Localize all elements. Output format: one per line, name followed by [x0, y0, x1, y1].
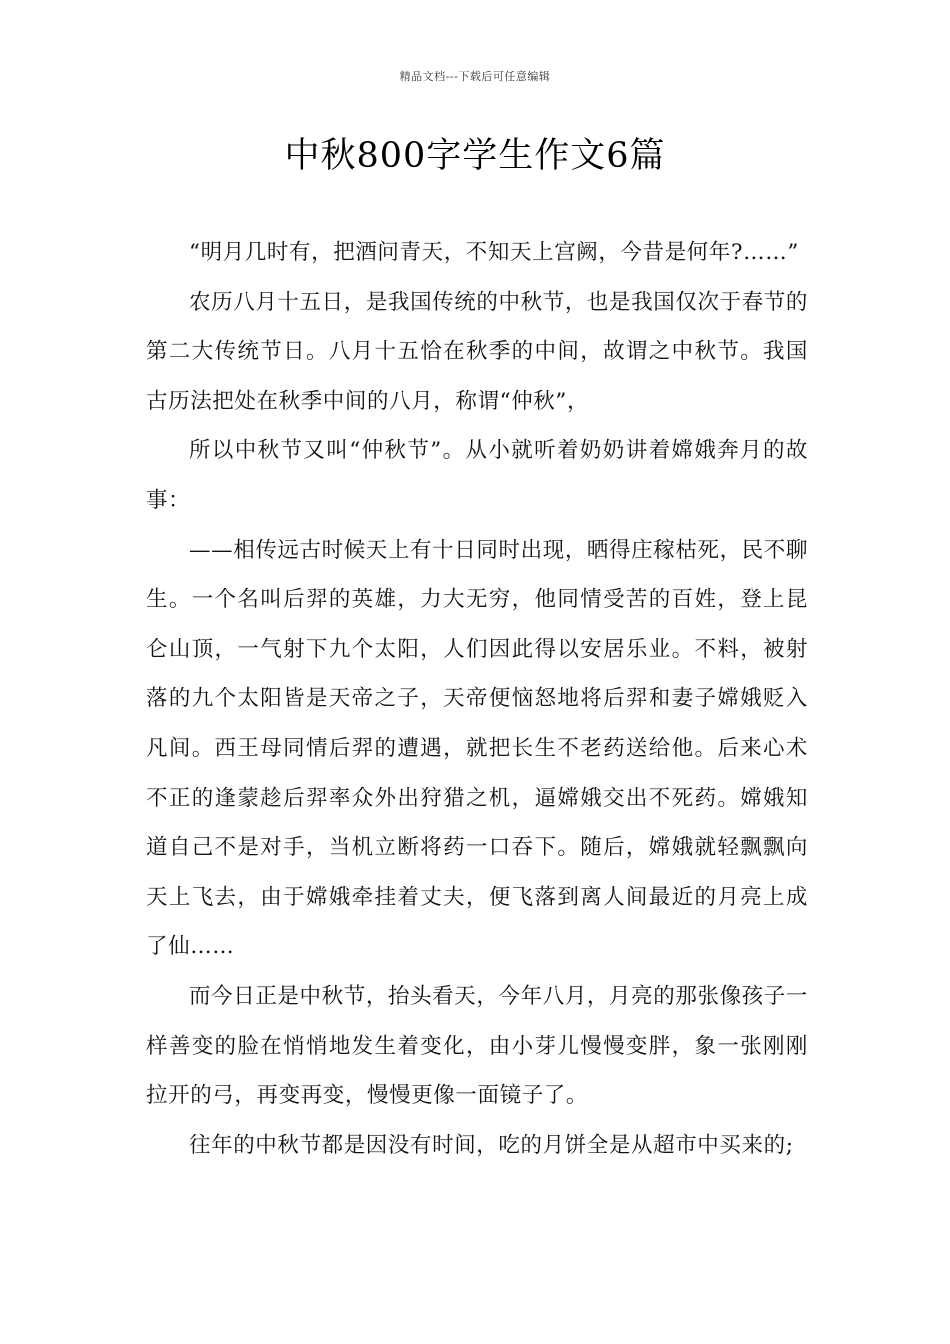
paragraph: 往年的中秋节都是因没有时间，吃的月饼全是从超市中买来的;: [189, 1132, 794, 1158]
paragraph: 而今日正是中秋节，抬头看天，今年八月，月亮的那张像孩子一样善变的脸在悄悄地发生着变化，由小芽儿慢慢变胖，象一张刚刚拉开的弓，再变再变，慢慢更像一面镜子了。: [146, 983, 808, 1109]
header-note: 精品文档---下载后可任意编辑: [399, 70, 551, 83]
paragraph: “明月几时有，把酒问青天，不知天上宫阙，今昔是何年?……”: [189, 240, 799, 265]
paragraph: 农历八月十五日，是我国传统的中秋节，也是我国仅次于春节的第二大传统节日。八月十五恰在秋季的中间，故谓之中秋节。我国古历法把处在秋季中间的八月，称谓“仲秋”，: [146, 289, 808, 414]
document-title: 中秋800字学生作文6篇: [284, 136, 666, 176]
paragraph: 所以中秋节又叫“仲秋节”。从小就听着奶奶讲着嫦娥奔月的故事：: [146, 438, 808, 513]
document-body: [146, 228, 808, 1170]
paragraph: ——相传远古时候天上有十日同时出现，晒得庄稼枯死，民不聊生。一个名叫后羿的英雄，力大无穷，他同情受苦的百姓，登上昆仑山顶，一气射下九个太阳，人们因此得以安居乐业。不料，被射落的九个太阳皆是天帝之子，天帝便恼怒地将后羿和妻子嫦娥贬入凡间。西王母同情后羿的遭遇，就把长生不老药送给他。后来心术不正的逢蒙趁后羿率众外出狩猎之机，逼嫦娥交出不死药。嫦娥知道自己不是对手，当机立断将药一口吞下。随后，嫦娥就轻飘飘向天上飞去，由于嫦娥牵挂着丈夫，便飞落到离人间最近的月亮上成了仙……: [146, 537, 808, 960]
